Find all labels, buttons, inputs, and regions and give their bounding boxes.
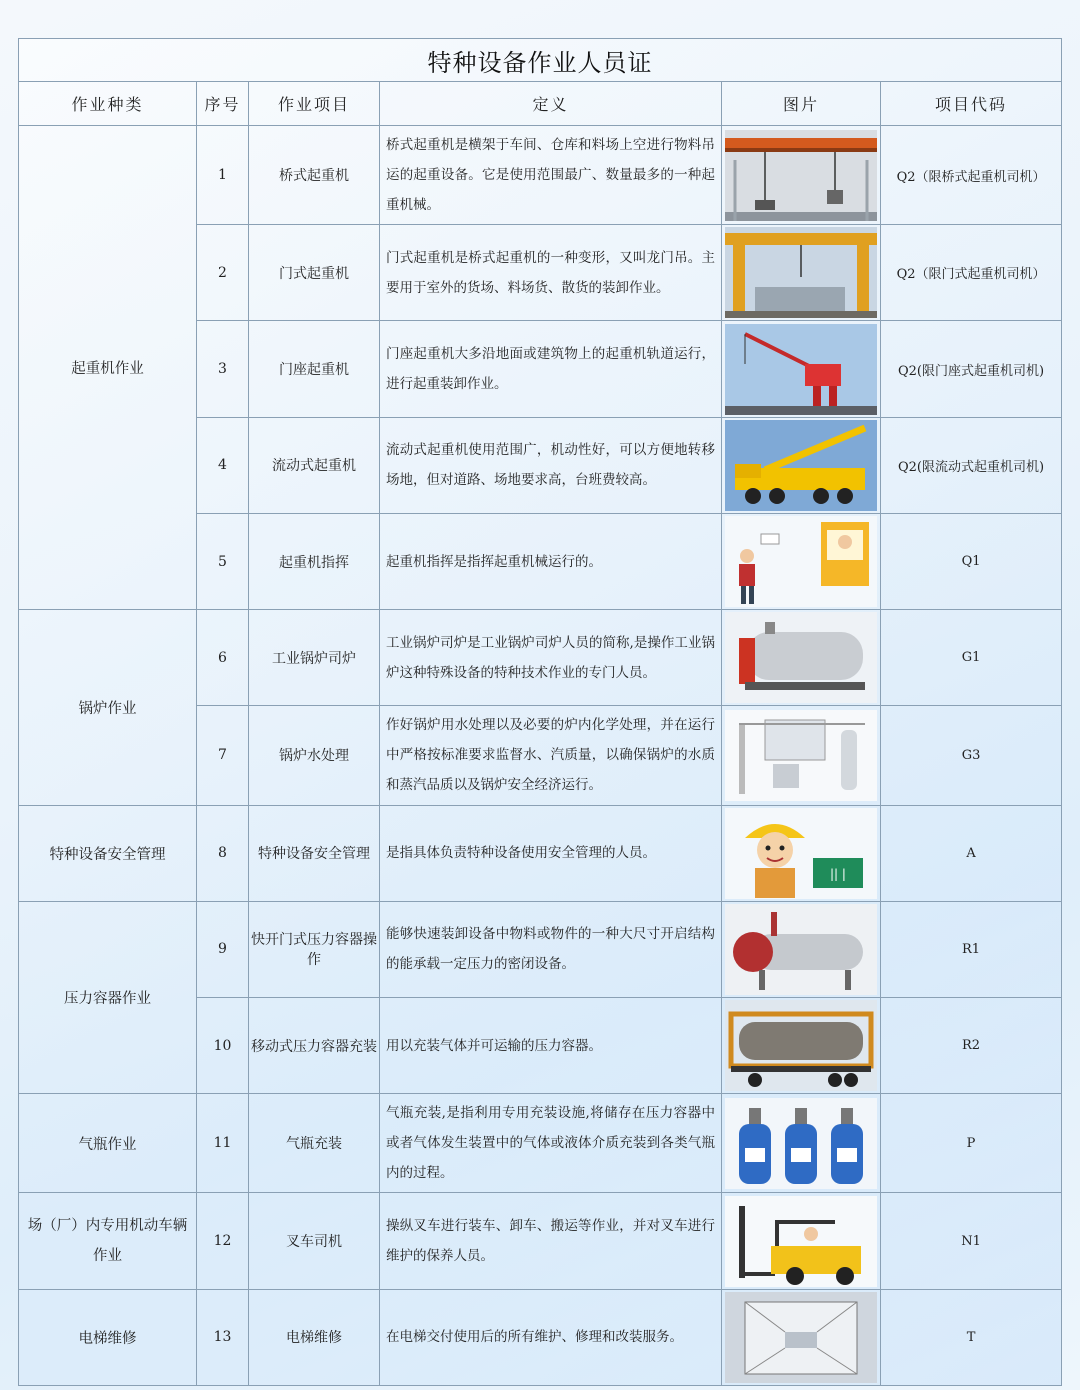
item-name: 工业锅炉司炉 <box>249 610 380 706</box>
item-code: Q2(限门座式起重机司机) <box>881 321 1062 417</box>
row-number: 11 <box>197 1094 249 1193</box>
elevator-shaft-photo <box>722 1289 881 1385</box>
table-row <box>19 805 1062 901</box>
item-definition: 作好锅炉用水处理以及必要的炉内化学处理，并在运行中严格按标准要求监督水、汽质量，以确保锅炉的水质和蒸汽品质以及锅炉安全经济运行。 <box>380 706 722 805</box>
water-treatment-photo <box>722 706 881 805</box>
item-definition: 气瓶充装,是指利用专用充装设施,将储存在压力容器中或者气体发生装置中的气体或液体介质充装到各类气瓶内的过程。 <box>380 1094 722 1193</box>
svg-text:|| |: || | <box>830 866 846 881</box>
item-code: A <box>881 805 1062 901</box>
forklift-illustration <box>722 1193 881 1289</box>
header-item: 作业项目 <box>249 82 380 126</box>
item-name: 门座起重机 <box>249 321 380 417</box>
row-number: 9 <box>197 901 249 997</box>
header-category: 作业种类 <box>19 82 197 126</box>
mobile-crane-photo <box>722 417 881 513</box>
row-number: 3 <box>197 321 249 417</box>
item-definition: 在电梯交付使用后的所有维护、修理和改装服务。 <box>380 1289 722 1385</box>
category-vehicle: 场（厂）内专用机动车辆作业 <box>19 1193 197 1289</box>
header-code: 项目代码 <box>881 82 1062 126</box>
item-definition: 是指具体负责特种设备使用安全管理的人员。 <box>380 805 722 901</box>
row-number: 5 <box>197 513 249 609</box>
industrial-boiler-photo <box>722 610 881 706</box>
gas-cylinders-photo <box>722 1094 881 1193</box>
row-number: 6 <box>197 610 249 706</box>
item-definition: 起重机指挥是指挥起重机械运行的。 <box>380 513 722 609</box>
item-definition: 工业锅炉司炉是工业锅炉司炉人员的简称,是操作工业锅炉这种特殊设备的特种技术作业的专门人员。 <box>380 610 722 706</box>
certificate-table <box>18 38 1062 1386</box>
item-code: Q2（限桥式起重机司机） <box>881 126 1062 225</box>
table-row <box>19 1094 1062 1193</box>
item-name: 气瓶充装 <box>249 1094 380 1193</box>
header-row <box>19 82 1062 126</box>
row-number: 12 <box>197 1193 249 1289</box>
item-definition: 桥式起重机是横架于车间、仓库和料场上空进行物料吊运的起重设备。它是使用范围最广、数量最多的一种起重机械。 <box>380 126 722 225</box>
item-name: 流动式起重机 <box>249 417 380 513</box>
crane-signalman-illustration <box>722 513 881 609</box>
item-name: 移动式压力容器充装 <box>249 998 380 1094</box>
table-row <box>19 1289 1062 1385</box>
bridge-crane-photo <box>722 126 881 225</box>
row-number: 13 <box>197 1289 249 1385</box>
row-number: 8 <box>197 805 249 901</box>
pressure-vessel-photo <box>722 901 881 997</box>
table-row <box>19 901 1062 997</box>
gantry-crane-photo <box>722 225 881 321</box>
item-definition: 流动式起重机使用范围广，机动性好，可以方便地转移场地，但对道路、场地要求高，台班费较高。 <box>380 417 722 513</box>
item-name: 叉车司机 <box>249 1193 380 1289</box>
row-number: 7 <box>197 706 249 805</box>
table-row <box>19 126 1062 225</box>
header-no: 序号 <box>197 82 249 126</box>
header-picture: 图片 <box>722 82 881 126</box>
item-name: 桥式起重机 <box>249 126 380 225</box>
item-code: Q1 <box>881 513 1062 609</box>
row-number: 1 <box>197 126 249 225</box>
item-code: T <box>881 1289 1062 1385</box>
category-safety: 特种设备安全管理 <box>19 805 197 901</box>
item-name: 起重机指挥 <box>249 513 380 609</box>
item-name: 特种设备安全管理 <box>249 805 380 901</box>
header-definition: 定义 <box>380 82 722 126</box>
row-number: 2 <box>197 225 249 321</box>
category-elevator: 电梯维修 <box>19 1289 197 1385</box>
item-code: R2 <box>881 998 1062 1094</box>
item-code: R1 <box>881 901 1062 997</box>
tank-container-photo <box>722 998 881 1094</box>
portal-crane-photo <box>722 321 881 417</box>
row-number: 4 <box>197 417 249 513</box>
row-number: 10 <box>197 998 249 1094</box>
table-row <box>19 610 1062 706</box>
safety-worker-illustration <box>722 805 881 901</box>
category-crane: 起重机作业 <box>19 126 197 610</box>
item-code: Q2（限门式起重机司机） <box>881 225 1062 321</box>
item-definition: 用以充装气体并可运输的压力容器。 <box>380 998 722 1094</box>
certificate-table-container <box>18 38 1061 1386</box>
item-definition: 门座起重机大多沿地面或建筑物上的起重机轨道运行，进行起重装卸作业。 <box>380 321 722 417</box>
item-code: N1 <box>881 1193 1062 1289</box>
category-pressure: 压力容器作业 <box>19 901 197 1093</box>
item-definition: 门式起重机是桥式起重机的一种变形，又叫龙门吊。主要用于室外的货场、料场货、散货的装卸作业。 <box>380 225 722 321</box>
item-definition: 操纵叉车进行装车、卸车、搬运等作业，并对叉车进行维护的保养人员。 <box>380 1193 722 1289</box>
page-title: 特种设备作业人员证 <box>19 39 1062 82</box>
category-boiler: 锅炉作业 <box>19 610 197 805</box>
item-code: G1 <box>881 610 1062 706</box>
item-name: 门式起重机 <box>249 225 380 321</box>
category-cylinder: 气瓶作业 <box>19 1094 197 1193</box>
item-name: 电梯维修 <box>249 1289 380 1385</box>
item-name: 快开门式压力容器操作 <box>249 901 380 997</box>
item-code: Q2(限流动式起重机司机) <box>881 417 1062 513</box>
item-code: G3 <box>881 706 1062 805</box>
item-name: 锅炉水处理 <box>249 706 380 805</box>
table-row <box>19 1193 1062 1289</box>
item-code: P <box>881 1094 1062 1193</box>
item-definition: 能够快速装卸设备中物料或物件的一种大尺寸开启结构的能承载一定压力的密闭设备。 <box>380 901 722 997</box>
